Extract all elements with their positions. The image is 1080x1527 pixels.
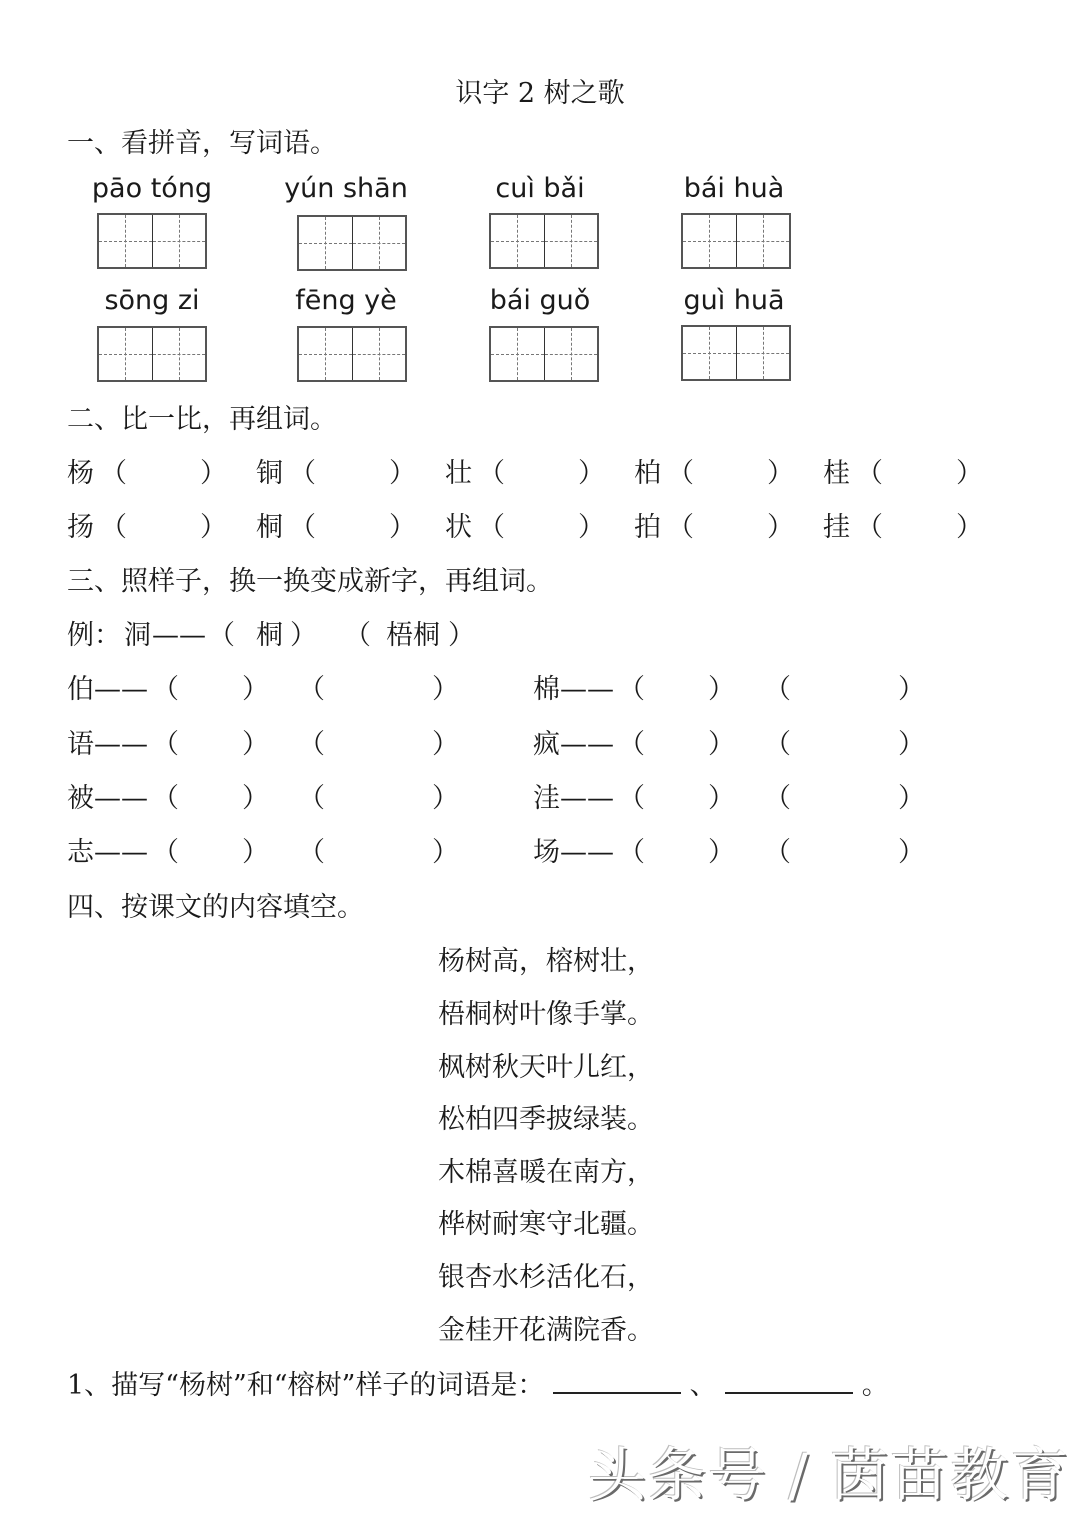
open-paren: （ xyxy=(667,512,694,543)
open-paren: （ xyxy=(152,729,179,760)
pinyin-label: guì huā xyxy=(683,285,785,316)
close-paren: ） xyxy=(767,458,794,489)
section3-heading: 三、照样子，换一换变成新字，再组词。 xyxy=(67,566,553,597)
answer-blank[interactable] xyxy=(697,456,767,492)
open-paren: （ xyxy=(298,783,325,814)
compare-char: 杨 xyxy=(67,458,94,489)
new-char-blank[interactable] xyxy=(182,835,242,871)
dash: —— xyxy=(94,729,148,760)
word-blank[interactable] xyxy=(328,672,432,708)
close-paren: ） xyxy=(708,783,735,814)
writing-grid-cell[interactable] xyxy=(545,215,598,267)
section4-heading: 四、按课文的内容填空。 xyxy=(67,892,364,923)
close-paren: ） xyxy=(389,512,416,543)
dash: —— xyxy=(560,837,614,868)
dash: —— xyxy=(94,837,148,868)
compare-char: 铜 xyxy=(256,458,283,489)
open-paren: （ xyxy=(764,837,791,868)
word-blank[interactable] xyxy=(794,781,898,817)
open-paren: （ xyxy=(298,837,325,868)
poem-line: 枫树秋天叶儿红， xyxy=(438,1052,654,1083)
writing-grid-cell[interactable] xyxy=(683,215,737,267)
source-char: 洼 xyxy=(533,783,560,814)
poem-line: 梧桐树叶像手掌。 xyxy=(438,999,654,1030)
writing-grid-box[interactable] xyxy=(681,213,791,269)
pinyin-label: fēng yè xyxy=(295,285,397,316)
open-paren: （ xyxy=(100,458,127,489)
writing-grid-box[interactable] xyxy=(489,326,599,382)
new-char-blank[interactable] xyxy=(182,781,242,817)
open-paren: （ xyxy=(208,620,235,651)
example-char: 洞 xyxy=(124,620,151,651)
writing-grid-cell[interactable] xyxy=(299,328,353,380)
writing-grid-cell[interactable] xyxy=(353,217,406,269)
dash: —— xyxy=(560,674,614,705)
word-blank[interactable] xyxy=(328,835,432,871)
open-paren: （ xyxy=(478,512,505,543)
writing-grid-cell[interactable] xyxy=(99,328,153,380)
writing-grid-cell[interactable] xyxy=(491,215,545,267)
pinyin-label: yún shān xyxy=(284,173,408,204)
close-paren: ） xyxy=(432,674,459,705)
close-paren: ） xyxy=(389,458,416,489)
section2-heading: 二、比一比，再组词。 xyxy=(67,404,337,435)
source-char: 被 xyxy=(67,783,94,814)
writing-grid-box[interactable] xyxy=(489,213,599,269)
answer-blank[interactable] xyxy=(319,510,389,546)
dash: —— xyxy=(560,783,614,814)
close-paren: ） xyxy=(898,729,925,760)
open-paren: （ xyxy=(298,674,325,705)
open-paren: （ xyxy=(667,458,694,489)
answer-blank[interactable] xyxy=(508,510,578,546)
example-word: 梧桐 xyxy=(386,620,440,651)
close-paren: ） xyxy=(242,729,269,760)
answer-blank[interactable] xyxy=(697,510,767,546)
close-paren: ） xyxy=(432,729,459,760)
close-paren: ） xyxy=(290,620,317,651)
poem-line: 杨树高，榕树壮， xyxy=(438,946,654,977)
compare-char: 挂 xyxy=(823,512,850,543)
open-paren: （ xyxy=(152,674,179,705)
compare-char: 壮 xyxy=(445,458,472,489)
source-char: 场 xyxy=(533,837,560,868)
open-paren: （ xyxy=(152,837,179,868)
writing-grid-box[interactable] xyxy=(97,326,207,382)
source-char: 志 xyxy=(67,837,94,868)
word-blank[interactable] xyxy=(794,672,898,708)
poem-line: 银杏水杉活化石， xyxy=(438,1262,654,1293)
new-char-blank[interactable] xyxy=(182,672,242,708)
open-paren: （ xyxy=(152,783,179,814)
answer-blank[interactable] xyxy=(886,510,956,546)
word-blank[interactable] xyxy=(328,781,432,817)
open-paren: （ xyxy=(764,783,791,814)
pinyin-label: sōng zi xyxy=(104,285,200,316)
writing-grid-cell[interactable] xyxy=(683,327,737,379)
close-paren: ） xyxy=(242,783,269,814)
writing-grid-cell[interactable] xyxy=(299,217,353,269)
pinyin-label: pāo tóng xyxy=(91,173,213,204)
answer-blank[interactable] xyxy=(130,456,200,492)
dash: —— xyxy=(94,674,148,705)
writing-grid-cell[interactable] xyxy=(737,215,790,267)
close-paren: ） xyxy=(200,512,227,543)
writing-grid-cell[interactable] xyxy=(353,328,406,380)
answer-blank[interactable] xyxy=(508,456,578,492)
close-paren: ） xyxy=(242,837,269,868)
answer-blank-2[interactable] xyxy=(725,1368,853,1394)
dash: —— xyxy=(560,729,614,760)
new-char-blank[interactable] xyxy=(648,835,708,871)
writing-grid-cell[interactable] xyxy=(545,328,598,380)
close-paren: ） xyxy=(767,512,794,543)
writing-grid-box[interactable] xyxy=(297,326,407,382)
open-paren: （ xyxy=(618,729,645,760)
writing-grid-cell[interactable] xyxy=(153,215,206,267)
compare-char: 桂 xyxy=(823,458,850,489)
compare-char: 桐 xyxy=(256,512,283,543)
pinyin-label: bái guǒ xyxy=(489,285,591,316)
writing-grid-cell[interactable] xyxy=(491,328,545,380)
question-1 xyxy=(67,1368,889,1404)
writing-grid-box[interactable] xyxy=(97,213,207,269)
new-char-blank[interactable] xyxy=(648,781,708,817)
open-paren: （ xyxy=(764,674,791,705)
close-paren: ） xyxy=(432,837,459,868)
open-paren: （ xyxy=(856,458,883,489)
new-char-blank[interactable] xyxy=(648,727,708,763)
close-paren: ） xyxy=(956,458,983,489)
close-paren: ） xyxy=(956,512,983,543)
open-paren: （ xyxy=(478,458,505,489)
word-blank[interactable] xyxy=(794,835,898,871)
pinyin-label: cuì bǎi xyxy=(495,173,585,204)
open-paren: （ xyxy=(856,512,883,543)
answer-blank[interactable] xyxy=(130,510,200,546)
close-paren: ） xyxy=(242,674,269,705)
example-dash: —— xyxy=(152,620,206,651)
pinyin-label: bái huà xyxy=(683,173,785,204)
writing-grid-box[interactable] xyxy=(297,215,407,271)
writing-grid-box[interactable] xyxy=(681,325,791,381)
new-char-blank[interactable] xyxy=(182,727,242,763)
writing-grid-cell[interactable] xyxy=(737,327,790,379)
answer-blank[interactable] xyxy=(319,456,389,492)
close-paren: ） xyxy=(898,674,925,705)
section1-heading: 一、看拼音，写词语。 xyxy=(67,128,337,159)
separator: 、 xyxy=(689,1370,717,1401)
writing-grid-cell[interactable] xyxy=(153,328,206,380)
close-paren: ） xyxy=(432,783,459,814)
poem-line: 松柏四季披绿装。 xyxy=(438,1104,654,1135)
word-blank[interactable] xyxy=(328,727,432,763)
open-paren: （ xyxy=(618,674,645,705)
open-paren: （ xyxy=(100,512,127,543)
compare-char: 扬 xyxy=(67,512,94,543)
source-char: 疯 xyxy=(533,729,560,760)
open-paren: （ xyxy=(618,783,645,814)
poem-line: 金桂开花满院香。 xyxy=(438,1315,654,1346)
word-blank[interactable] xyxy=(794,727,898,763)
answer-blank[interactable] xyxy=(886,456,956,492)
close-paren: ） xyxy=(708,674,735,705)
open-paren: （ xyxy=(289,512,316,543)
open-paren: （ xyxy=(298,729,325,760)
open-paren: （ xyxy=(618,837,645,868)
open-paren: （ xyxy=(764,729,791,760)
open-paren: （ xyxy=(344,620,371,651)
new-char-blank[interactable] xyxy=(648,672,708,708)
compare-char: 状 xyxy=(445,512,472,543)
source-char: 棉 xyxy=(533,674,560,705)
answer-blank-1[interactable] xyxy=(553,1368,681,1394)
worksheet-title: 识字 2 树之歌 xyxy=(455,78,625,109)
question-1-text: 1、描写“杨树”和“榕树”样子的词语是： xyxy=(67,1370,545,1401)
close-paren: ） xyxy=(898,837,925,868)
dash: —— xyxy=(94,783,148,814)
question-1-end: 。 xyxy=(861,1370,889,1401)
close-paren: ） xyxy=(200,458,227,489)
close-paren: ） xyxy=(708,729,735,760)
open-paren: （ xyxy=(289,458,316,489)
close-paren: ） xyxy=(898,783,925,814)
compare-char: 柏 xyxy=(634,458,661,489)
source-char: 伯 xyxy=(67,674,94,705)
poem-line: 木棉喜暖在南方， xyxy=(438,1157,654,1188)
example-label: 例： xyxy=(67,620,121,651)
watermark: 头条号 / 茵苗教育 xyxy=(588,1441,1071,1509)
close-paren: ） xyxy=(578,458,605,489)
writing-grid-cell[interactable] xyxy=(99,215,153,267)
example-new-char: 桐 xyxy=(256,620,283,651)
close-paren: ） xyxy=(448,620,475,651)
source-char: 语 xyxy=(67,729,94,760)
compare-char: 拍 xyxy=(634,512,661,543)
poem-line: 桦树耐寒守北疆。 xyxy=(438,1209,654,1240)
close-paren: ） xyxy=(708,837,735,868)
close-paren: ） xyxy=(578,512,605,543)
